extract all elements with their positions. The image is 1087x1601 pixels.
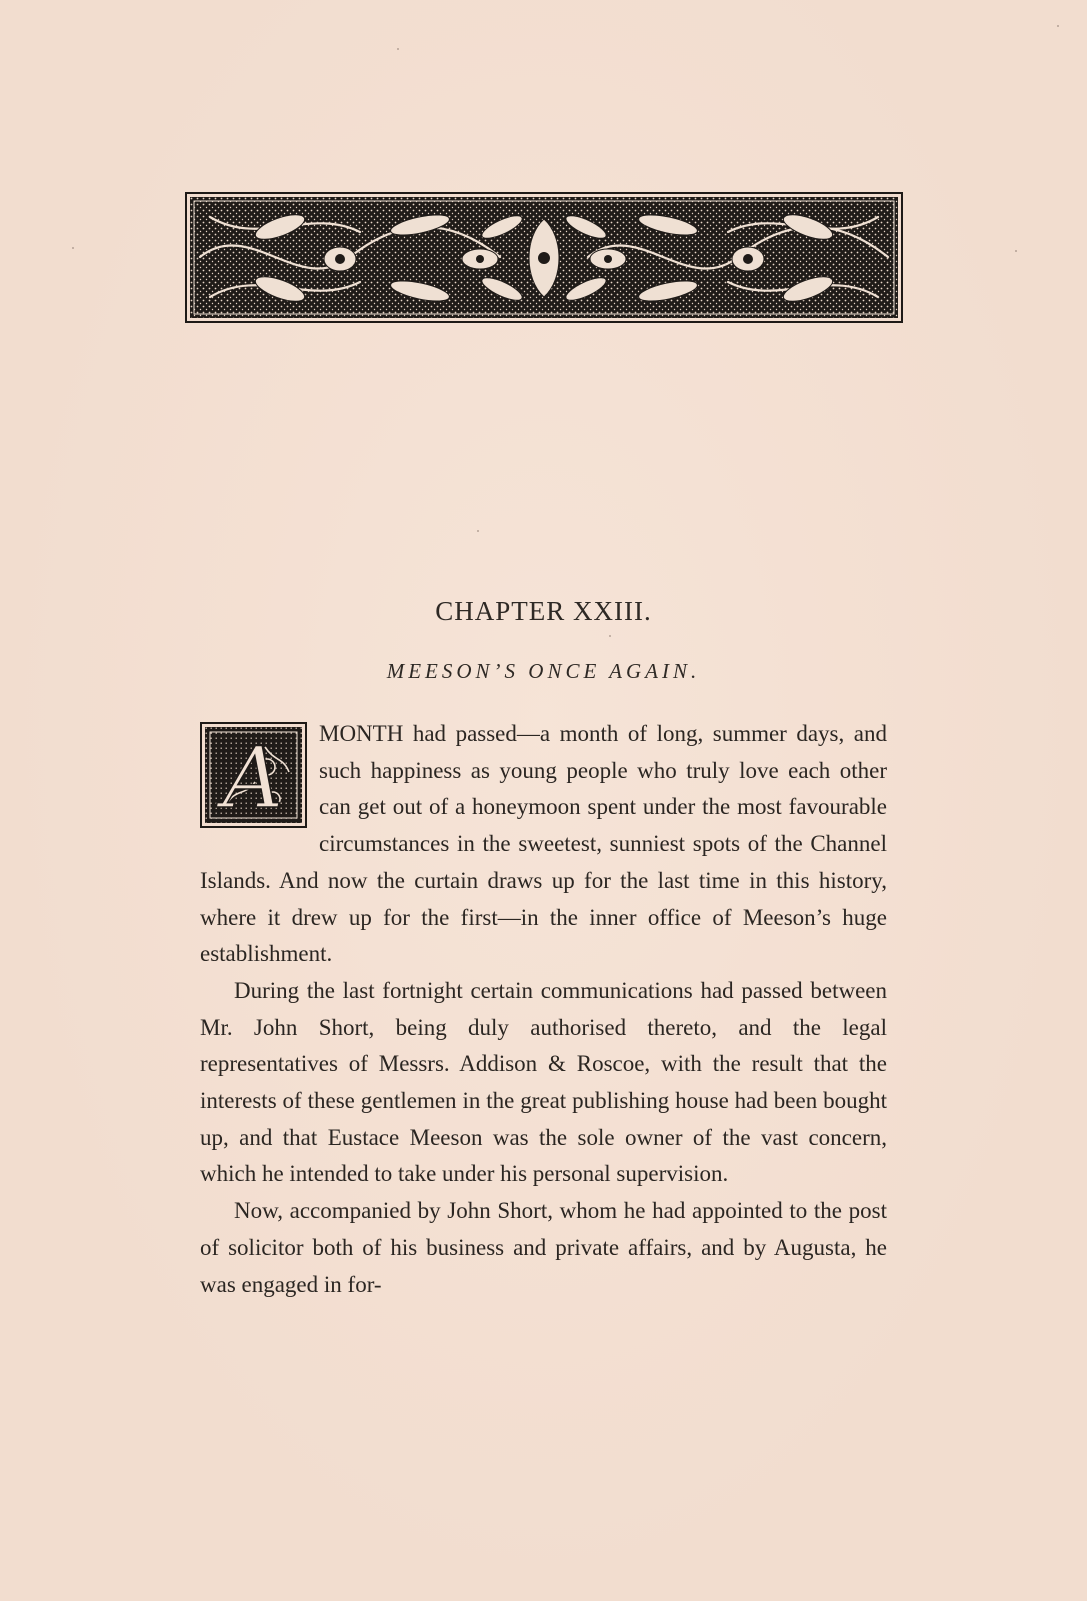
paper-speck xyxy=(609,635,611,637)
paragraph: During the last fortnight certain communications had passed between Mr. John Short, being duly authorised thereto, and the legal representatives of Messrs. Addison & Roscoe, with the result that the interests of these gentlemen in the great publishing house had been bought up, and that Eustace Meeson was the sole owner of the vast concern, which he intended to take under his personal supervision. xyxy=(200,977,887,1187)
chapter-body xyxy=(200,716,887,1303)
headpiece-ornament xyxy=(185,192,903,323)
drop-cap-icon xyxy=(205,727,302,823)
drop-cap-ornament xyxy=(200,722,307,828)
paper-speck xyxy=(397,48,399,50)
drop-cap-letter: A xyxy=(222,729,284,823)
chapter-subtitle: MEESON’S ONCE AGAIN. xyxy=(386,659,701,683)
paper-speck xyxy=(1057,25,1059,27)
paper-speck xyxy=(477,530,479,532)
paper-speck xyxy=(1015,250,1017,252)
paragraph: MONTH had passed—a month of long, summer days, and such happiness as young people who truly love each other can get out of a honeymoon spent under the most favourable circumstances in the sweetest, sunniest spots of the Channel Islands. And now the curtain draws up for the last time in this history, where it drew up for the first—in the inner office of Meeson’s huge establishment. xyxy=(200,721,887,967)
floral-ornament-icon xyxy=(190,197,898,318)
chapter-title: CHAPTER XXIII. xyxy=(435,596,652,626)
paper-speck xyxy=(72,247,74,249)
paragraph: Now, accompanied by John Short, whom he had appointed to the post of solicitor both of his business and private affairs, and by Augusta, he was engaged in for- xyxy=(200,1198,887,1297)
